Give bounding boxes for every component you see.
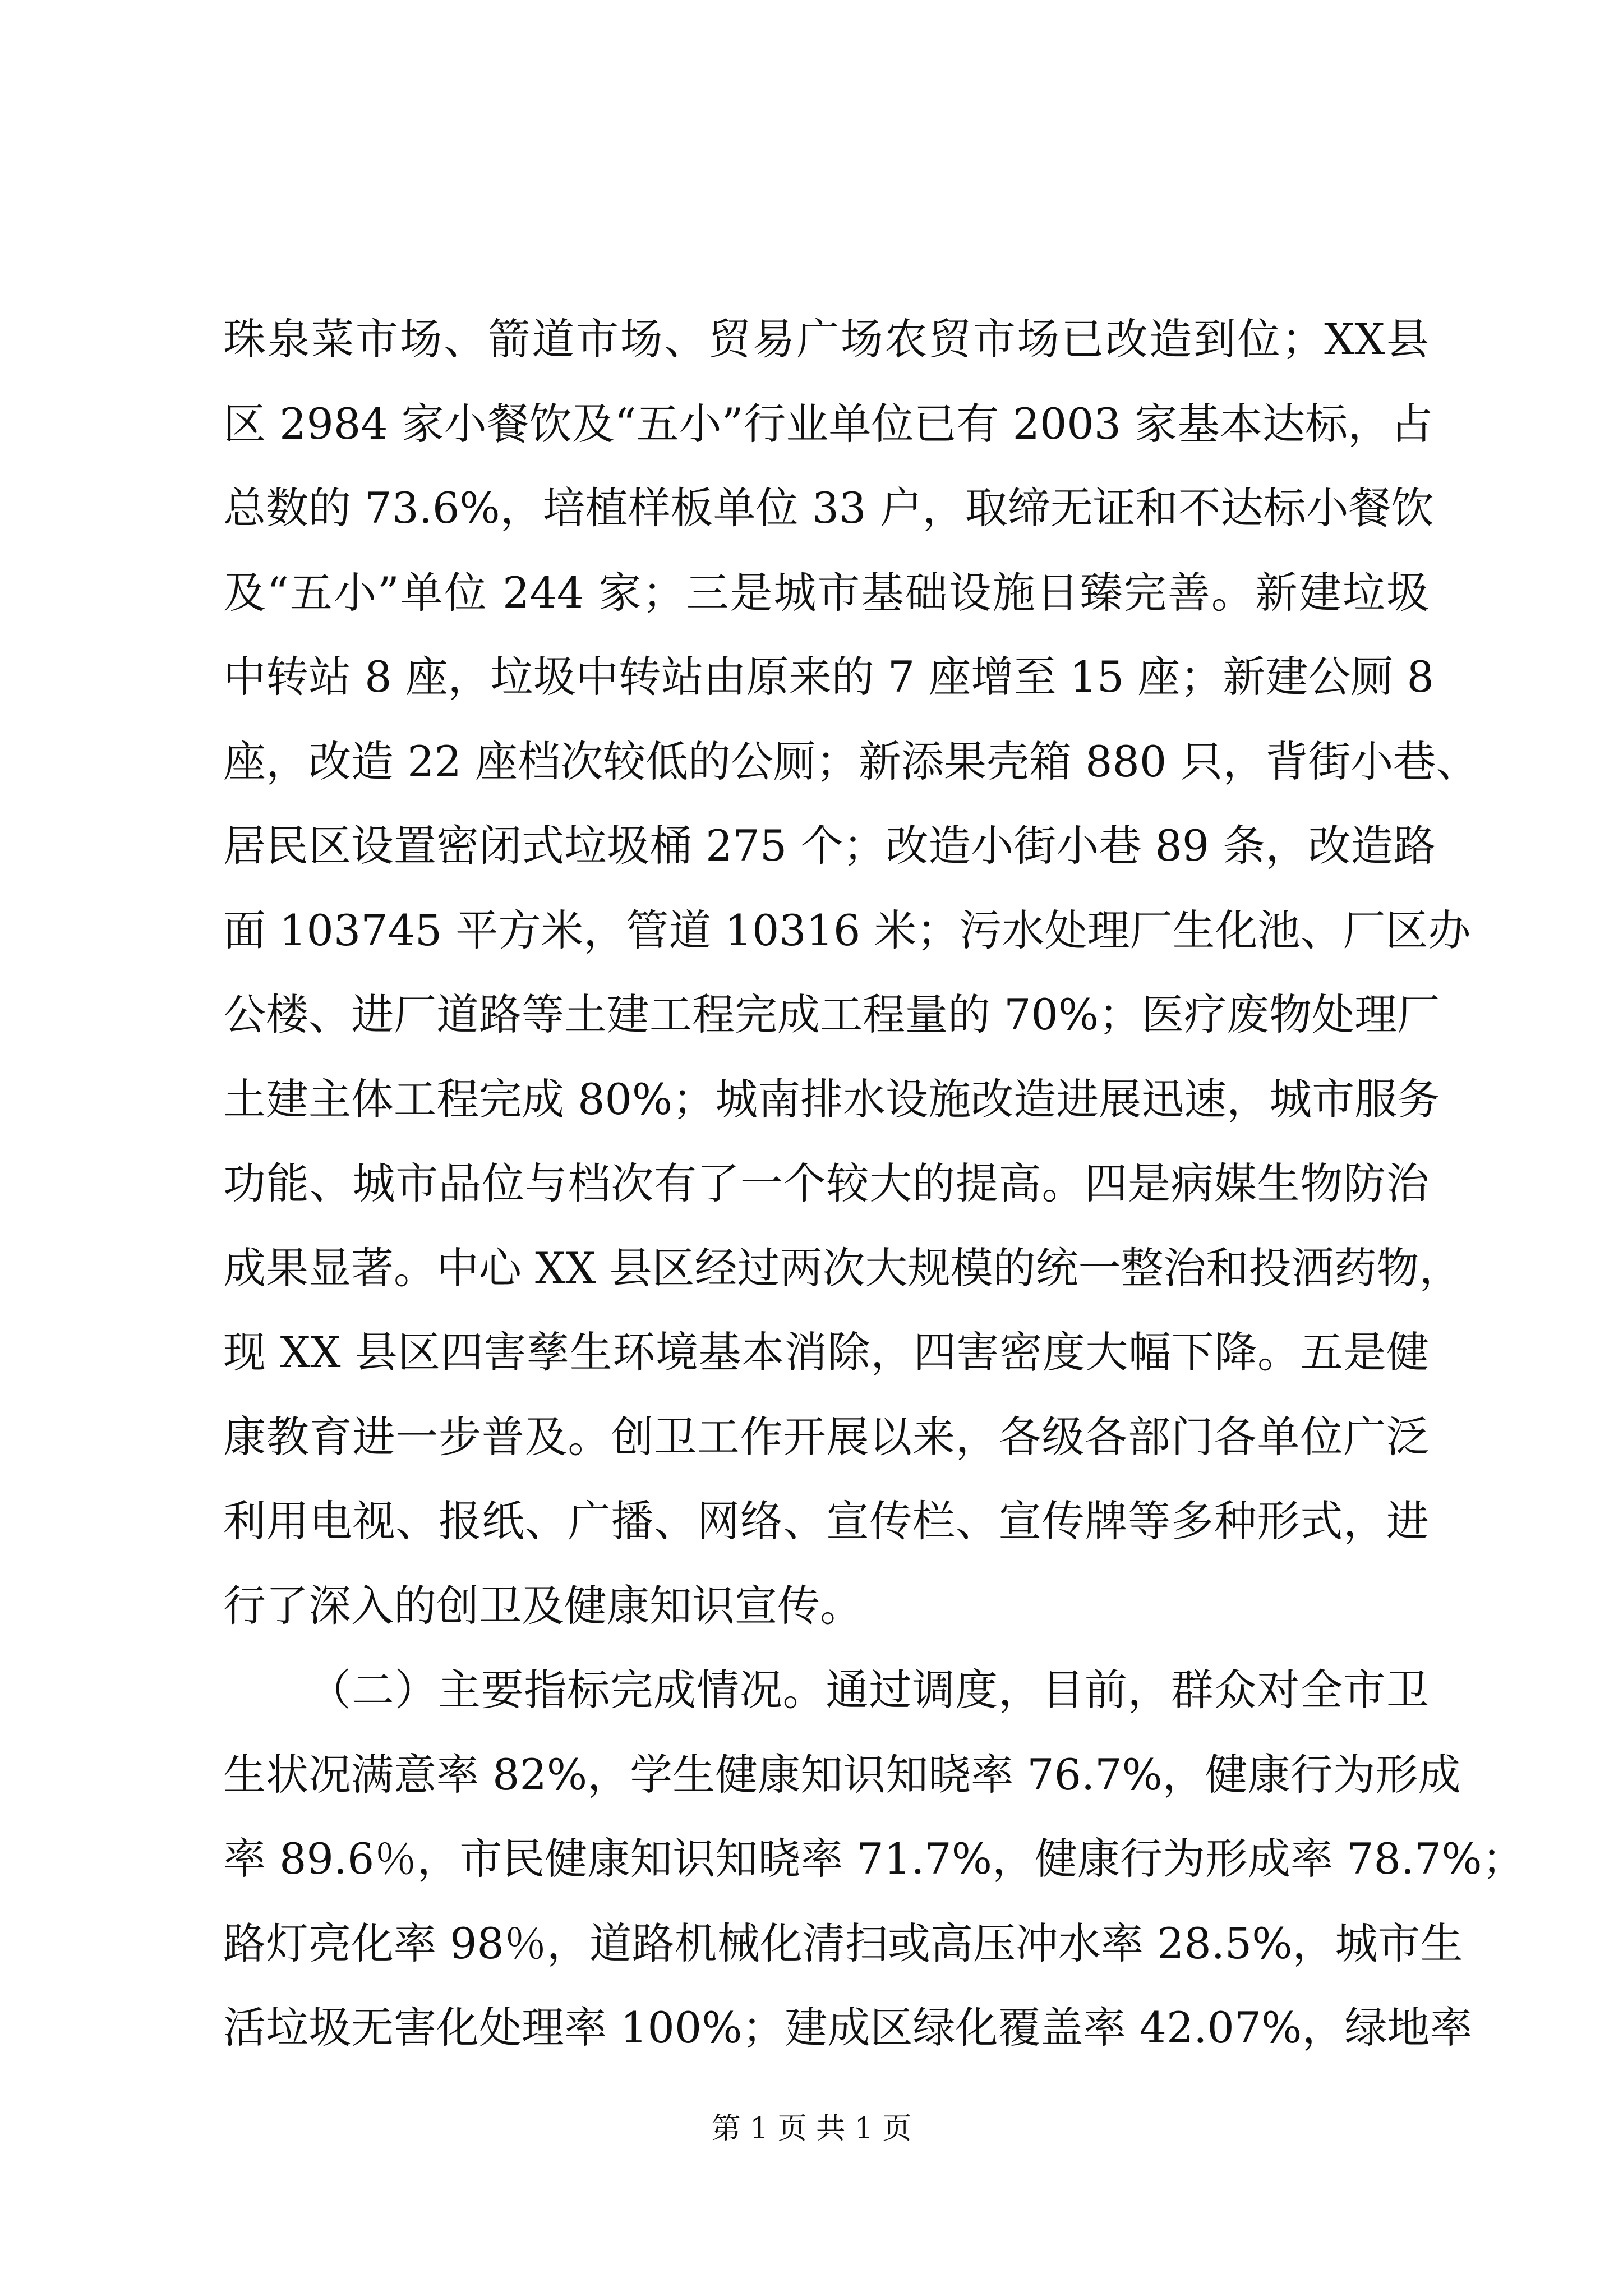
body-line: 面 103745 平方米，管道 10316 米；污水处理厂生化池、厂区办 bbox=[223, 905, 1471, 955]
body-line: 康教育进一步普及。创卫工作开展以来，各级各部门各单位广泛 bbox=[223, 1411, 1429, 1462]
body-line: 功能、城市品位与档次有了一个较大的提高。四是病媒生物防治 bbox=[223, 1158, 1429, 1208]
body-line: 生状况满意率 82%，学生健康知识知晓率 76.7%，健康行为形成 bbox=[223, 1749, 1461, 1800]
body-line: 现 XX 县区四害孳生环境基本消除，四害密度大幅下降。五是健 bbox=[223, 1327, 1429, 1377]
body-line: 成果显著。中心 XX 县区经过两次大规模的统一整治和投洒药物， bbox=[223, 1243, 1462, 1293]
body-line: 区 2984 家小餐饮及“五小”行业单位已有 2003 家基本达标，占 bbox=[223, 398, 1433, 449]
document-body bbox=[223, 297, 1525, 2070]
page-number-footer: 第 1 页 共 1 页 bbox=[711, 2112, 912, 2146]
body-line: 居民区设置密闭式垃圾桶 275 个；改造小街小巷 89 条，改造路 bbox=[223, 821, 1436, 871]
body-line: 率 89.6％，市民健康知识知晓率 71.7%，健康行为形成率 78.7%； bbox=[223, 1834, 1525, 1884]
body-line: 及“五小”单位 244 家；三是城市基础设施日臻完善。新建垃圾 bbox=[223, 567, 1429, 618]
body-line: 路灯亮化率 98％，道路机械化清扫或高压冲水率 28.5%，城市生 bbox=[223, 1918, 1463, 1968]
body-line: （二）主要指标完成情况。通过调度，目前，群众对全市卫 bbox=[308, 1665, 1429, 1715]
body-line: 行了深入的创卫及健康知识宣传。 bbox=[223, 1580, 863, 1631]
body-line: 中转站 8 座，垃圾中转站由原来的 7 座增至 15 座；新建公厕 8 bbox=[223, 652, 1434, 702]
body-line: 公楼、进厂道路等土建工程完成工程量的 70%；医疗废物处理厂 bbox=[223, 990, 1440, 1039]
body-line: 总数的 73.6%，培植样板单位 33 户，取缔无证和不达标小餐饮 bbox=[223, 483, 1434, 533]
body-line: 利用电视、报纸、广播、网络、宣传栏、宣传牌等多种形式，进 bbox=[223, 1496, 1429, 1546]
body-line: 座，改造 22 座档次较低的公厕；新添果壳箱 880 只，背街小巷、 bbox=[223, 736, 1479, 786]
body-line: 土建主体工程完成 80%；城南排水设施改造进展迅速，城市服务 bbox=[223, 1074, 1440, 1124]
body-line: 活垃圾无害化处理率 100%；建成区绿化覆盖率 42.07%，绿地率 bbox=[223, 2003, 1473, 2053]
body-line: 珠泉菜市场、箭道市场、贸易广场农贸市场已改造到位；XX县 bbox=[223, 314, 1429, 364]
